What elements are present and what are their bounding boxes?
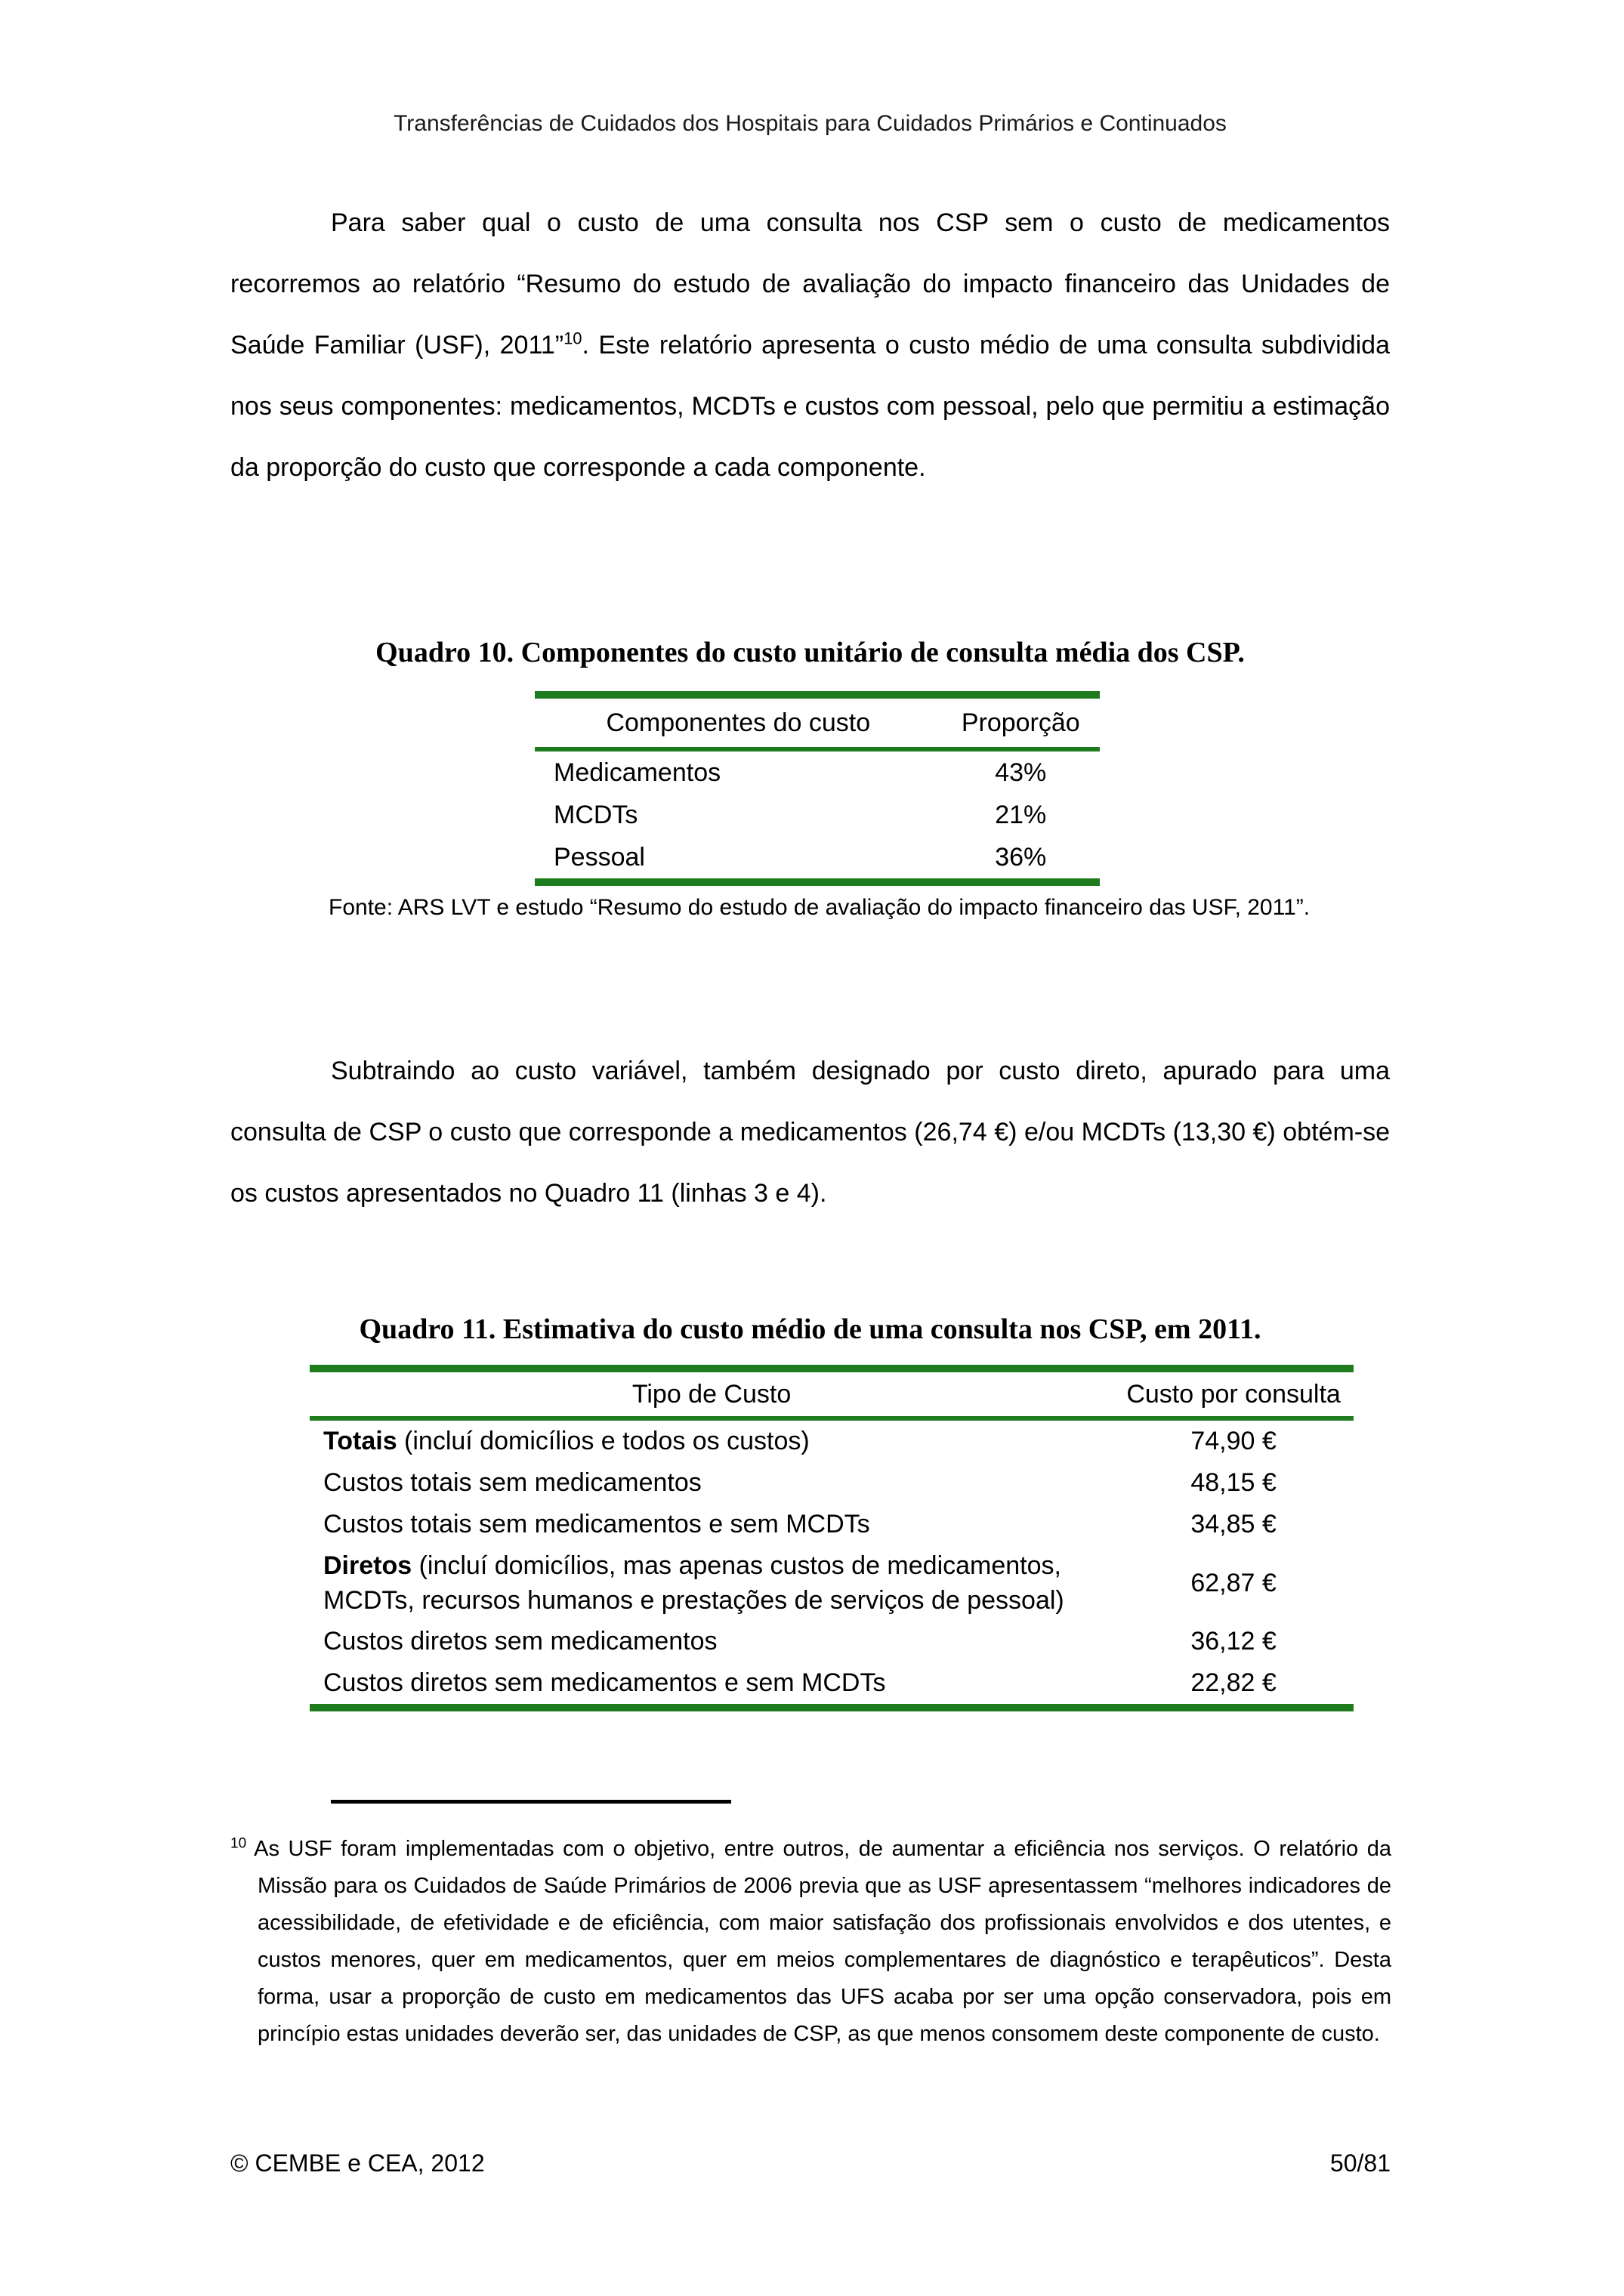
paragraph-1 [230,193,1390,498]
row-label-rest: Custos totais sem medicamentos e sem MCDTs [323,1510,870,1538]
row-label-rest: Custos totais sem medicamentos [323,1468,702,1497]
row-label-bold: Totais [323,1427,397,1455]
row-label: Medicamentos [554,758,721,787]
row-value: 22,82 € [1190,1668,1277,1697]
table-header-row [310,1369,1354,1418]
footnote-marker: 10 [230,1835,247,1852]
row-value: 43% [995,758,1047,787]
row-label-rest: (incluí domicílios, mas apenas custos de medicamentos, MCDTs, recursos humanos e prestações de serviços de pessoal) [323,1551,1064,1615]
table-row [535,749,1100,794]
footnote-separator [331,1800,731,1804]
paragraph-1-text: Para saber qual o custo de uma consulta nos CSP sem o custo de medicamentos recorremos ao relatório “Resumo do estudo de avaliação do impacto financeiro das Unidades de Saúde Familiar (USF), 2011” [230,208,1390,360]
row-value: 62,87 € [1190,1569,1277,1597]
quadro-11-title: Quadro 11. Estimativa do custo médio de uma consulta nos CSP, em 2011. [359,1313,1261,1345]
row-label [310,1462,1113,1504]
row-label [310,1418,1113,1462]
row-value: 36,12 € [1190,1627,1277,1656]
row-label-rest: (incluí domicílios e todos os custos) [397,1427,810,1455]
quadro-10-table [535,691,1100,886]
row-value: 74,90 € [1190,1427,1277,1455]
running-header: Transferências de Cuidados dos Hospitais para Cuidados Primários e Continuados [394,111,1227,136]
table-row [535,794,1100,836]
row-label [310,1621,1113,1662]
row-label-rest: Custos diretos sem medicamentos [323,1627,718,1656]
column-header: Custo por consulta [1126,1379,1341,1409]
row-label-bold: Diretos [323,1551,412,1580]
table-row [310,1418,1354,1462]
row-value: 21% [995,800,1047,829]
column-header: Tipo de Custo [631,1379,792,1409]
paragraph-2: Subtraindo ao custo variável, também designado por custo direto, apurado para uma consulta de CSP o custo que corresponde a medicamentos (26,74 €) e/ou MCDTs (13,30 €) obtém-se os custos apresentados no Quadro 11 (linhas 3 e 4). [230,1057,1390,1208]
table-row [310,1504,1354,1545]
copyright-text: © CEMBE e CEA, 2012 [230,2149,485,2177]
row-value: 48,15 € [1190,1468,1277,1497]
footnote-10 [230,1831,1391,2053]
page-number: 50/81 [1329,2149,1391,2177]
table-row [310,1662,1354,1708]
row-label [310,1662,1113,1708]
row-value: 36% [995,842,1047,872]
row-label-rest: Custos diretos sem medicamentos e sem MCDTs [323,1668,886,1697]
column-header: Componentes do custo [606,708,871,737]
quadro-11-table [310,1365,1354,1711]
table-row [310,1545,1354,1621]
table-header-row [535,695,1100,749]
row-label: MCDTs [554,800,638,829]
footnote-text: As USF foram implementadas com o objetivo, entre outros, de aumentar a eficiência nos serviços. O relatório da Missão para os Cuidados de Saúde Primários de 2006 previa que as USF apresentassem “melhores indicadores de acessibilidade, de efetividade e de eficiência, com maior satisfação dos profissionais envolvidos e dos utentes, e custos menores, quer em medicamentos, quer em meios complementares de diagnóstico e terapêuticos”. Desta forma, usar a proporção de custo em medicamentos das UFS acaba por ser uma opção conservadora, pois em princípio estas unidades deverão ser, das unidades de CSP, as que menos consomem deste componente de custo. [246,1837,1391,2046]
source-note: Fonte: ARS LVT e estudo “Resumo do estudo de avaliação do impacto financeiro das USF, 2011”. [329,895,1311,920]
row-value: 34,85 € [1190,1510,1277,1538]
footnote-reference: 10 [563,329,582,348]
row-label [310,1545,1113,1621]
quadro-10-title: Quadro 10. Componentes do custo unitário de consulta média dos CSP. [375,637,1245,668]
row-label: Pessoal [554,842,645,872]
paragraph-1-text-cont: . Este relatório apresenta o custo médio de uma consulta subdividida nos seus componentes: medicamentos, MCDTs e custos com pessoal, pelo que permitiu a estimação da proporção do custo que corresponde a cada componente. [230,331,1390,482]
table-row [310,1462,1354,1504]
column-header: Proporção [961,708,1080,737]
table-row [310,1621,1354,1662]
table-row [535,836,1100,882]
row-label [310,1504,1113,1545]
